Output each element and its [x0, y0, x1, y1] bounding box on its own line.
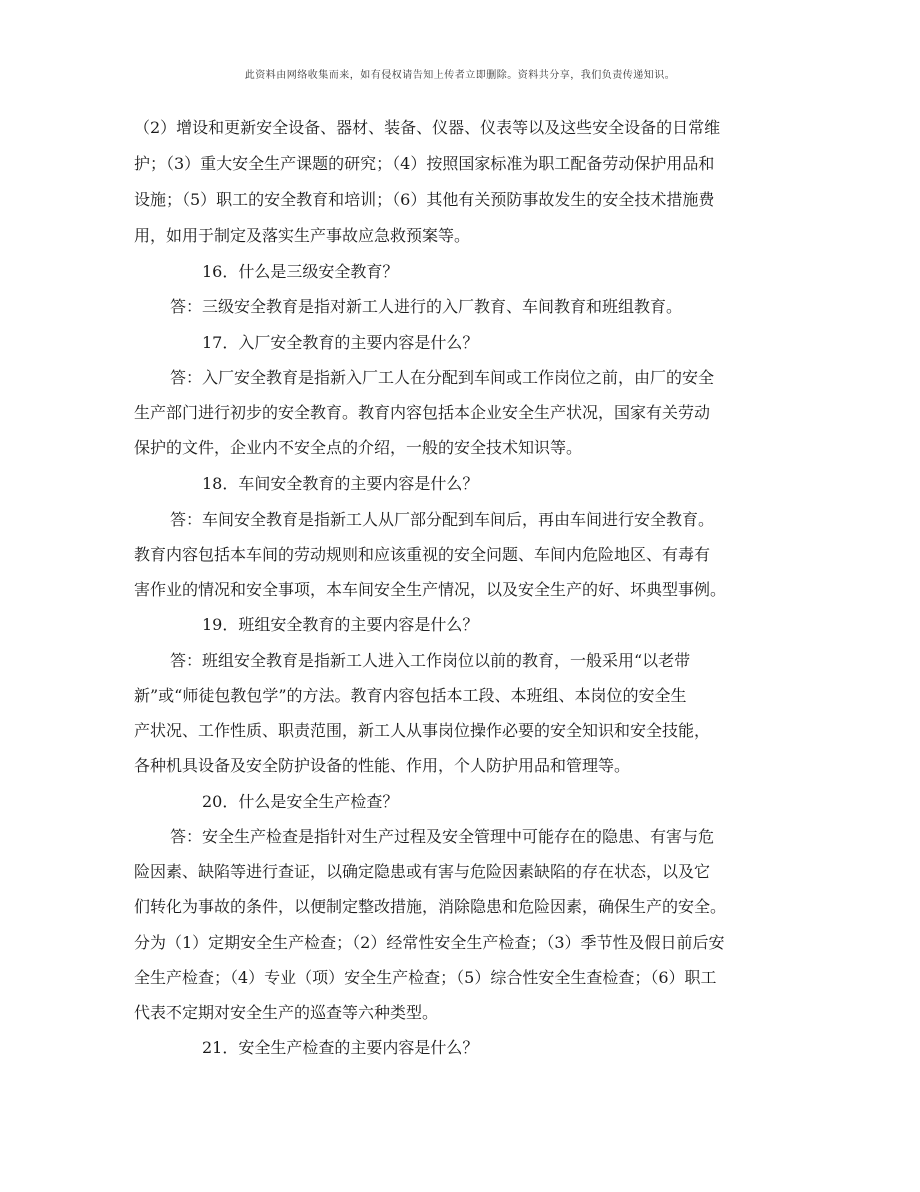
question-heading: 21．安全生产检查的主要内容是什么？ [202, 1038, 479, 1057]
question-heading: 16．什么是三级安全教育？ [202, 262, 399, 281]
answer-line: 答：入厂安全教育是指新入厂工人在分配到车间或工作岗位之前，由厂的安全 [170, 368, 715, 387]
paragraph-line: 们转化为事故的条件，以便制定整改措施，消除隐患和危险因素，确保生产的安全。 [134, 897, 727, 916]
answer-line: 答：安全生产检查是指针对生产过程及安全管理中可能存在的隐患、有害与危 [170, 827, 715, 846]
question-heading: 20．什么是安全生产检查？ [202, 792, 399, 811]
answer-line: 答：三级安全教育是指对新工人进行的入厂教育、车间教育和班组教育。 [170, 297, 683, 316]
paragraph-line: 保护的文件，企业内不安全点的介绍，一般的安全技术知识等。 [134, 438, 583, 457]
answer-line: 答：车间安全教育是指新工人从厂部分配到车间后，再由车间进行安全教育。 [170, 510, 715, 529]
answer-line: 答：班组安全教育是指新工人进入工作岗位以前的教育，一般采用“以老带 [170, 651, 691, 670]
paragraph-line: 全生产检查；（4）专业（项）安全生产检查；（5）综合性安全生查检查；（6）职工 [134, 968, 717, 987]
question-heading: 17．入厂安全教育的主要内容是什么？ [202, 333, 479, 352]
paragraph-line: 分为（1）定期安全生产检查；（2）经常性安全生产检查；（3）季节性及假日前后安 [134, 933, 725, 952]
paragraph-line: （2）增设和更新安全设备、器材、装备、仪器、仪表等以及这些安全设备的日常维 [134, 118, 721, 137]
paragraph-line: 生产部门进行初步的安全教育。教育内容包括本企业安全生产状况，国家有关劳动 [134, 403, 711, 422]
paragraph-line: 设施；（5）职工的安全教育和培训；（6）其他有关预防事故发生的安全技术措施费 [134, 190, 715, 209]
paragraph-line: 各种机具设备及安全防护设备的性能、作用，个人防护用品和管理等。 [134, 756, 631, 775]
paragraph-line: 险因素、缺陷等进行查证，以确定隐患或有害与危险因素缺陷的存在状态，以及它 [134, 862, 711, 881]
paragraph-line: 用，如用于制定及落实生产事故应急救预案等。 [134, 226, 471, 245]
question-heading: 19．班组安全教育的主要内容是什么？ [202, 615, 479, 634]
paragraph-line: 代表不定期对安全生产的巡查等六种类型。 [134, 1003, 439, 1022]
paragraph-line: 新”或“师徒包教包学”的方法。教育内容包括本工段、本班组、本岗位的安全生 [134, 686, 687, 705]
paragraph-line: 产状况、工作性质、职责范围，新工人从事岗位操作必要的安全知识和安全技能， [134, 721, 711, 740]
paragraph-line: 护；（3）重大安全生产课题的研究；（4）按照国家标准为职工配备劳动保护用品和 [134, 154, 715, 173]
header-notice: 此资料由网络收集而来，如有侵权请告知上传者立即删除。资料共分享，我们负责传递知识。 [244, 70, 676, 81]
paragraph-line: 教育内容包括本车间的劳动规则和应该重视的安全问题、车间内危险地区、有毒有 [134, 545, 711, 564]
paragraph-line: 害作业的情况和安全事项，本车间安全生产情况，以及安全生产的好、坏典型事例。 [134, 580, 727, 599]
question-heading: 18．车间安全教育的主要内容是什么？ [202, 474, 479, 493]
